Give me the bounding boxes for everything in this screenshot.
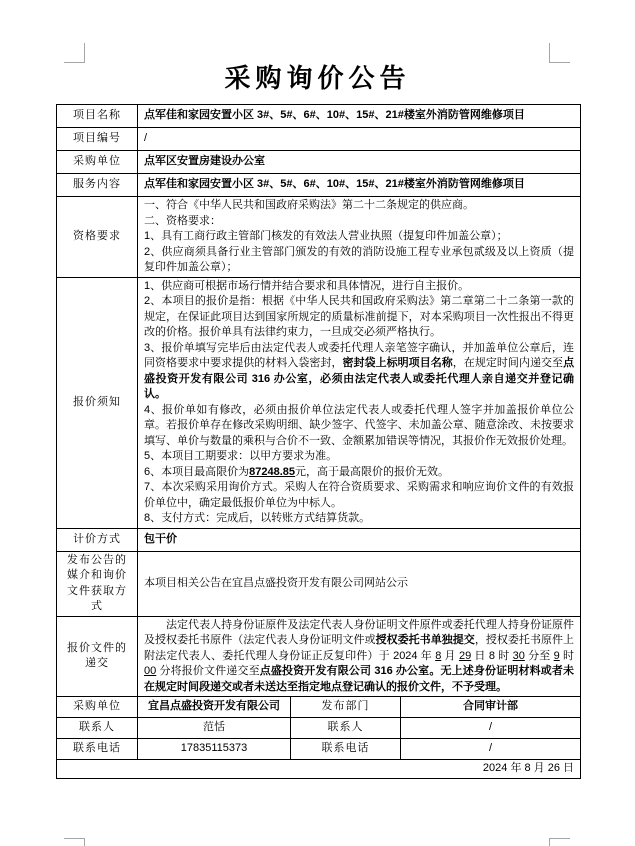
purchasing-unit-value: 点军区安置房建设办公室 [138,151,581,174]
row-label: 报价须知 [57,277,138,528]
row-label: 发布公告的媒介和询价文件获取方式 [57,551,138,616]
project-name-value: 点军佳和家园安置小区 3#、5#、6#、10#、15#、21#楼室外消防管网维修项目 [138,105,581,128]
row-label: 资格要求 [57,197,138,278]
pricing-method-value: 包干价 [138,528,581,551]
table-row-contacts [57,718,581,739]
table-row-quotation-notes [57,277,581,528]
table-row [57,174,581,197]
row-label: 联系人 [291,718,401,739]
table-row [57,128,581,151]
row-label: 报价文件的递交 [57,616,138,697]
table-row-contacts [57,697,581,718]
announcement-media-value: 本项目相关公告在宜昌点盛投资开发有限公司网站公示 [138,551,581,616]
issuer-unit-value: 宜昌点盛投资开发有限公司 [138,697,291,718]
contact-phone-2-value: / [401,739,581,760]
project-number-value: / [138,128,581,151]
page-title: 采购询价公告 [224,63,411,93]
table-row [57,528,581,551]
contact-person-value: 范恬 [138,718,291,739]
row-label: 联系电话 [57,739,138,760]
qualification-requirements: 一、符合《中华人民共和国政府采购法》第二十二条规定的供应商。 二、资格要求： 1、具有工商行政主管部门核发的有效法人营业执照（提复印件加盖公章）； 2、供应商须具备行业主管部门颁发的有效的消防设施工程专业承包贰级及以上资质（提复印件加盖公章）； [138,197,581,278]
contact-person-2-value: / [401,718,581,739]
row-label: 项目名称 [57,105,138,128]
row-label: 项目编号 [57,128,138,151]
table-row-announcement [57,551,581,616]
notice-date: 2024 年 8 月 26 日 [57,760,581,779]
row-label: 采购单位 [57,697,138,718]
table-row-submission [57,616,581,697]
row-label: 联系人 [57,718,138,739]
row-label: 采购单位 [57,151,138,174]
row-label: 计价方式 [57,528,138,551]
table-row-qualification [57,197,581,278]
table-row [57,151,581,174]
submission-instructions: 法定代表人持身份证原件及法定代表人身份证明文件原件或委托代理人持身份证原件及授权委托书原件（法定代表人身份证明文件或授权委托书单独提交，授权委托书原件上附法定代表人、委托代理人身份证正反复印件）于 2024 年 8 月 29 日 8 时 30 分至 9 时 00 分将报价文件递交至点盛投资开发有限公司 316 办公室。无上述身份证明材料或者未在规定时间段递交或者未送达至指定地点登记确认的报价文件，不予受理。 [138,616,581,697]
table-row-contacts [57,739,581,760]
row-label: 服务内容 [57,174,138,197]
table-row-date [57,760,581,779]
table-row [57,105,581,128]
procurement-notice-table [56,104,581,779]
row-label: 联系电话 [291,739,401,760]
row-label: 发布部门 [291,697,401,718]
issuing-department-value: 合同审计部 [401,697,581,718]
contact-phone-value: 17835115373 [138,739,291,760]
service-content-value: 点军佳和家园安置小区 3#、5#、6#、10#、15#、21#楼室外消防管网维修项目 [138,174,581,197]
quotation-notes: 1、供应商可根据市场行情并结合要求和具体情况，进行自主报价。 2、本项目的报价是指：根据《中华人民共和国政府采购法》第二章第二十二条第一款的规定，在保证此项目达到国家所规定的质量标准前提下，对本采购项目一次性报出不得更改的价格。报价单具有法律约束力，一旦成交必须严格执行。 3、报价单填写完毕后由法定代表人或委托代理人亲笔签字确认，并加盖单位公章后，连同资格要求中要求提供的材料入袋密封，密封袋上标明项目名称，在规定时间内递交至点盛投资开发有限公司 316 办公室，必须由法定代表人或委托代理人亲自递交并登记确认。 4、报价单如有修改，必须由报价单位法定代表人或委托代理人签字并加盖报价单位公章。若报价单存在修改采购明细、缺少签字、代签字、未加盖公章、随意涂改、未按要求填写、单价与数量的乘积与合价不一致、金额累加错误等情况，其报价作无效报价处理。 5、本项目工期要求：以甲方要求为准。 6、本项目最高限价为87248.85元，高于最高限价的报价无效。 7、本次采购采用询价方式。采购人在符合资质要求、采购需求和响应询价文件的有效报价单位中，确定最低报价单位为中标人。 8、支付方式：完成后，以转账方式结算货款。 [138,277,581,528]
